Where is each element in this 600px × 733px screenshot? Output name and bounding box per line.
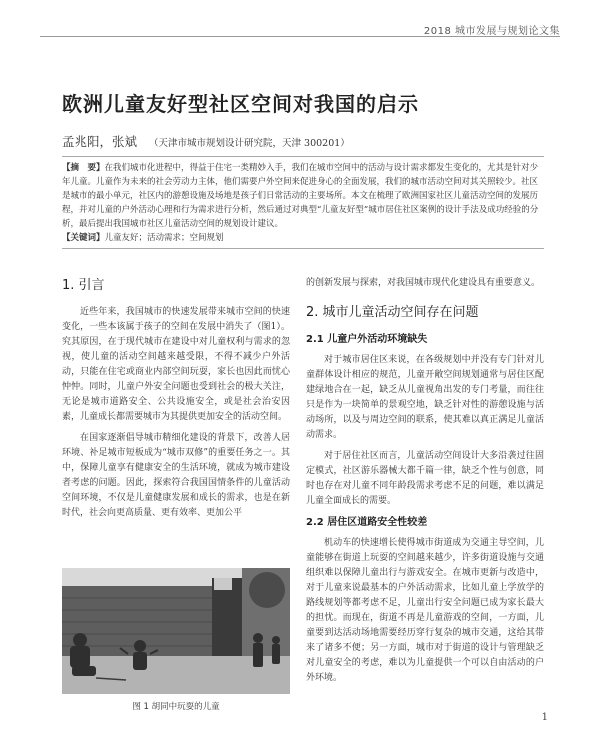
author-names: 孟兆阳，张斌 [62,134,138,149]
section-heading-intro: 1. 引言 [62,278,105,293]
keywords-label: 【关键词】 [62,233,105,243]
left-column [62,278,290,527]
subsection-heading-2-2: 2.2 居住区道路安全性较差 [306,517,428,528]
photo-illustration [62,568,290,694]
abstract-text: 在我们城市化进程中，得益于住宅一类精妙入手，我们在城市空间中的活动与设计需求都发生变化的，尤其是针对少年儿童。儿童作为未来的社会劳动力主体，他们需要户外空间来促进身心的全面发展，我们的城市活动空间对其关照较少。社区是城市的最小单元，社区内的游憩设施及场地是孩子们日常活动的主要场所。本文在梳理了欧洲国家社区儿童活动空间的发展历程，并对儿童的户外活动心理和行为需求进行分析，然后通过对典型“儿童友好型”城市居住社区案例的设计手法及成功经验的分析，最后提出我国城市社区儿童活动空间的规划设计建议。 [62,163,539,229]
authors [62,132,350,150]
figure-photo [62,568,290,694]
intro-paragraph-2: 在国家逐渐倡导城市精细化建设的背景下，改善人居环境、补足城市短板成为“城市双修”的重要任务之一。其中，保障儿童享有健康安全的生活环境，就成为城市建设者考虑的问题。因此，探索符合我国国情条件的儿童活动空间环境，不仅是儿童健康发展和成长的需求，也是在新时代，社会向更高质量、更有效率、更加公平 [62,433,290,518]
page-number: 1 [541,712,548,723]
abstract-body [62,161,544,231]
keywords-text: 儿童友好；活动需求；空间规划 [104,233,224,243]
abstract [62,156,544,249]
section-heading-problems: 2. 城市儿童活动空间存在问题 [306,305,479,320]
subsection-heading-2-1: 2.1 儿童户外活动环境缺失 [306,334,428,345]
subsection-2-2-paragraph-1: 机动车的快速增长使得城市街道成为交通主导空间，儿童能够在街道上玩耍的空间越来越少，许多街道设施与交通组织难以保障儿童出行与游戏安全。在城市更新与改造中，对于儿童来说最基本的户外活动需求，比如儿童上学放学的路线规划等都考虑不足，儿童出行安全问题已成为家长最大的担忧。而现在，街道不再是儿童游戏的空间，一方面，儿童要到达活动场地需要经历穿行复杂的城市交通，这给其带来了诸多不便；另一方面，城市对于街道的设计与管理缺乏对儿童安全的考虑，难以为儿童提供一个可以自由活动的户外环境。 [306,538,544,683]
running-header: 2018 城市发展与规划论文集 [423,26,560,37]
header-rule [40,36,560,37]
paper-title: 欧洲儿童友好型社区空间对我国的启示 [62,92,419,116]
intro-paragraph-1: 近些年来，我国城市的快速发展带来城市空间的快速变化，一些本该属于孩子的空间在发展中消失了（图1）。究其原因，在于现代城市在建设中对儿童权利与需求的忽视，使儿童的活动空间越来越受限，不得不减少户外活动，只能在住宅或商业内部空间玩耍，家长也因此而忧心忡忡。同时，儿童户外安全问题也受到社会的极大关注，无论是城市道路安全、公共设施安全，或是社会治安因素，儿童成长都需要城市为其提供更加安全的活动空间。 [62,307,290,422]
figure-caption: 图 1 胡同中玩耍的儿童 [132,702,220,712]
keywords [62,231,544,245]
subsection-2-1-paragraph-2: 对于居住社区而言，儿童活动空间设计大多沿袭过往固定模式，社区游乐器械大都千篇一律，缺乏个性与创意，同时也存在对儿童不同年龄段需求考虑不足的问题，难以满足儿童全面成长的需要。 [306,451,544,506]
author-affiliation: （天津市城市规划设计研究院，天津 300201） [149,138,350,149]
subsection-2-1-paragraph-1: 对于城市居住区来说，在各级规划中并没有专门针对儿童群体设计相应的规范，儿童开敞空间规划通常与居住区配建绿地合在一起，缺乏从儿童视角出发的专门考量，而往往只是作为一块简单的景观空地，缺乏针对性的游憩设施与活动场所，以及与周边空间的联系，使其难以真正满足儿童活动需求。 [306,355,544,440]
abstract-label: 【摘 要】 [62,163,105,173]
intro-continuation: 的创新发展与探索，对我国城市现代化建设具有重要意义。 [306,278,541,288]
right-column [306,276,544,692]
